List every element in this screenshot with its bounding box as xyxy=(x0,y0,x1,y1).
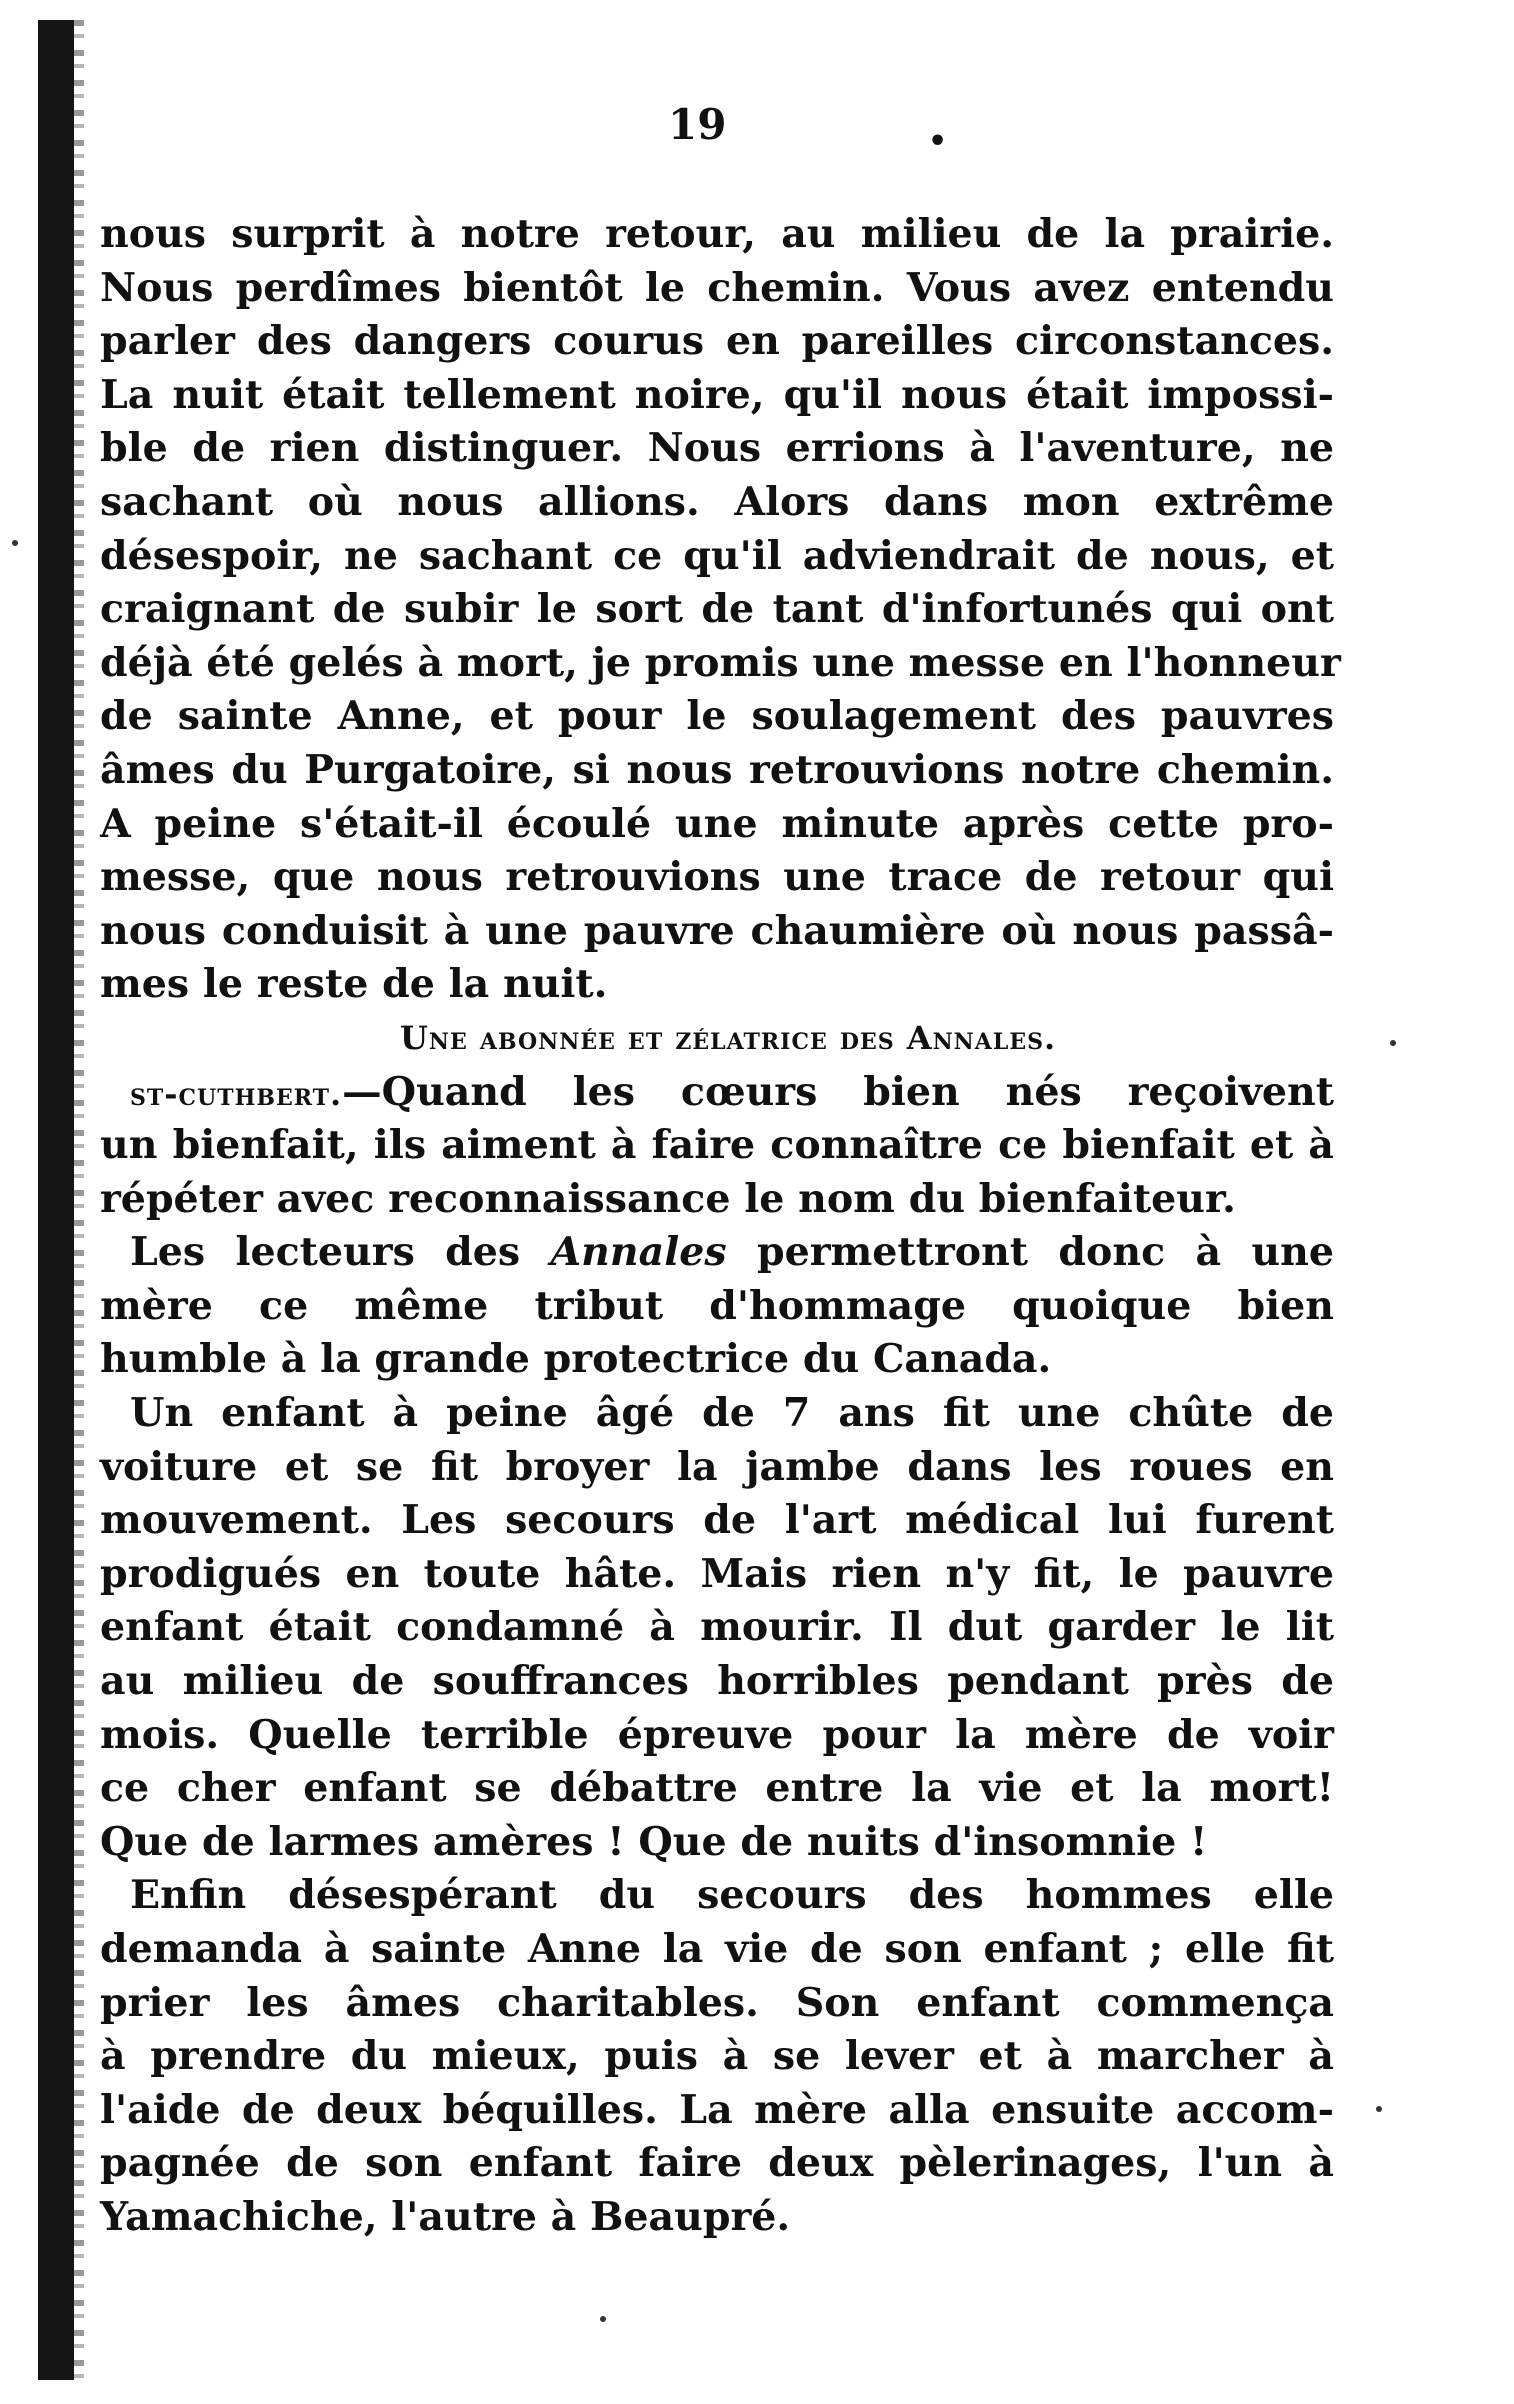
text-line: messe, que nous retrouvions une trace de retour qui xyxy=(100,854,1334,901)
annales-line xyxy=(100,1226,1334,1280)
body-text xyxy=(100,208,1341,2245)
text-line: sachant où nous allions. Alors dans mon extrême xyxy=(100,478,1334,525)
text-line: nous conduisit à une pauvre chaumière où nous passâ- xyxy=(100,907,1334,954)
text-line: de sainte Anne, et pour le soulagement des pauvres xyxy=(100,693,1334,740)
text-line: nous surprit à notre retour, au milieu de la prairie. xyxy=(100,211,1334,257)
text-line: Un enfant à peine âgé de 7 ans fit une chûte de xyxy=(130,1390,1334,1437)
section-opening-text: —Quand les cœurs bien nés reçoivent xyxy=(342,1068,1334,1115)
text-line: La nuit était tellement noire, qu'il nous était impossi- xyxy=(100,371,1334,418)
text-line: un bienfait, ils aiment à faire connaître ce bienfait et à xyxy=(100,1122,1334,1169)
text-line: demanda à sainte Anne la vie de son enfant ; elle fit xyxy=(100,1926,1334,1972)
signature: Une abonnée et zélatrice des Annales. xyxy=(400,1018,1057,1057)
scan-speck xyxy=(600,2316,606,2322)
text-line: mois. Quelle terrible épreuve pour la mère de voir xyxy=(100,1711,1334,1758)
scan-speck xyxy=(12,540,18,546)
text-line: l'aide de deux béquilles. La mère alla ensuite accom- xyxy=(100,2086,1334,2133)
text-line: désespoir, ne sachant ce qu'il adviendrait de nous, et xyxy=(100,532,1334,579)
page-mark: • xyxy=(928,124,948,159)
text-line: pagnée de son enfant faire deux pèlerinages, l'un à xyxy=(100,2140,1334,2187)
text-line: A peine s'était-il écoulé une minute après cette pro- xyxy=(100,800,1334,847)
section-opening-line xyxy=(100,1066,1334,1120)
text-line: répéter avec reconnaissance le nom du bienfaiteur. xyxy=(100,1175,1236,1222)
text-line: prodigués en toute hâte. Mais rien n'y fit, le pauvre xyxy=(100,1550,1334,1597)
text-line: âmes du Purgatoire, si nous retrouvions notre chemin. xyxy=(100,746,1334,793)
text-line: mère ce même tribut d'hommage quoique bien xyxy=(100,1282,1334,1329)
text-line: mouvement. Les secours de l'art médical lui furent xyxy=(100,1497,1334,1544)
page-number: 19 xyxy=(668,100,727,149)
scan-binding-edge xyxy=(38,20,74,2380)
text-line: voiture et se fit broyer la jambe dans les roues en xyxy=(100,1443,1334,1490)
text-line: craignant de subir le sort de tant d'infortunés qui ont xyxy=(100,586,1334,633)
place-name: st-cuthbert. xyxy=(130,1074,343,1113)
text-line: au milieu de souffrances horribles pendant près de xyxy=(100,1658,1334,1705)
annales-post: permettront donc à une xyxy=(726,1229,1334,1276)
text-line: parler des dangers courus en pareilles circonstances. xyxy=(100,318,1334,365)
scan-speck xyxy=(1390,1040,1396,1046)
text-line: ce cher enfant se débattre entre la vie et la mort! xyxy=(100,1765,1334,1812)
text-line: Nous perdîmes bientôt le chemin. Vous avez entendu xyxy=(100,264,1334,311)
text-line: prier les âmes charitables. Son enfant commença xyxy=(100,1979,1334,2026)
annales-pre: Les lecteurs des xyxy=(130,1229,551,1276)
text-line: déjà été gelés à mort, je promis une messe en l'honneur xyxy=(100,639,1341,686)
text-line: enfant était condamné à mourir. Il dut garder le lit xyxy=(100,1604,1334,1651)
text-line: mes le reste de la nuit. xyxy=(100,961,608,1008)
text-line: ble de rien distinguer. Nous errions à l'aventure, ne xyxy=(100,425,1334,472)
text-line: Yamachiche, l'autre à Beaupré. xyxy=(100,2193,791,2240)
scan-speck xyxy=(1376,2106,1382,2112)
text-line: humble à la grande protectrice du Canada. xyxy=(100,1336,1052,1383)
text-line: Que de larmes amères ! Que de nuits d'insomnie ! xyxy=(100,1818,1208,1865)
text-line: Enfin désespérant du secours des hommes elle xyxy=(130,1872,1334,1919)
annales-title: Annales xyxy=(550,1229,727,1276)
text-line: à prendre du mieux, puis à se lever et à marcher à xyxy=(100,2033,1334,2080)
